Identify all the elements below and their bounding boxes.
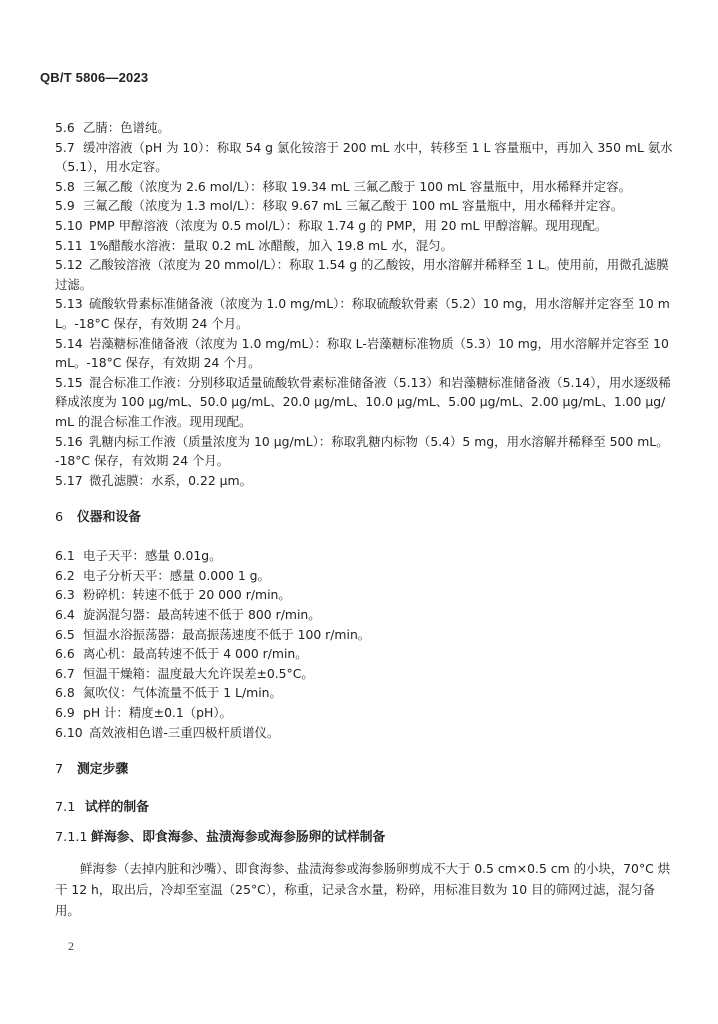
list-item: 5.13 硫酸软骨素标准储备液（浓度为 1.0 mg/mL）：称取硫酸软骨素（5.2）10 mg，用水溶解并定容至 10 mL。-18°C 保存，有效期 24 个月。 xyxy=(55,296,670,331)
procedure-paragraph: 鲜海参（去掉内脏和沙嘴）、即食海参、盐渍海参或海参肠卵剪成不大于 0.5 cm×0.5 cm 的小块，70°C 烘干 12 h，取出后，冷却至室温（25°C），称重，记录含水量，粉碎，用标准目数为 10 目的筛网过滤，混匀备用。 xyxy=(55,861,671,919)
reagents-list xyxy=(55,118,673,490)
instruments-list xyxy=(55,546,673,742)
list-item: 5.12 乙酸铵溶液（浓度为 20 mmol/L）：称取 1.54 g 的乙酸铵，用水溶解并稀释至 1 L。使用前，用微孔滤膜过滤。 xyxy=(55,257,669,292)
list-item: 5.14 岩藻糖标准储备液（浓度为 1.0 mg/mL）：称取 L-岩藻糖标准物质（5.3）10 mg，用水溶解并定容至 10 mL。-18°C 保存，有效期 24 个月。 xyxy=(55,335,669,371)
list-item: 6.8 氮吹仪：气体流量不低于 1 L/min。 xyxy=(55,685,282,701)
list-item: 6.9 pH 计：精度±0.1（pH）。 xyxy=(55,705,232,721)
section-heading-procedure: 7 测定步骤 xyxy=(55,762,129,778)
list-item: 5.16 乳糖内标工作液（质量浓度为 10 μg/mL）：称取乳糖内标物（5.4）5 mg，用水溶解并稀释至 500 mL。-18°C 保存，有效期 24 个月。 xyxy=(55,433,669,469)
list-item: 5.10 PMP 甲醇溶液（浓度为 0.5 mol/L）：称取 1.74 g 的 PMP，用 20 mL 甲醇溶解。现用现配。 xyxy=(55,217,608,233)
list-item: 6.4 旋涡混匀器：最高转速不低于 800 r/min。 xyxy=(55,607,321,623)
list-item: 5.9 三氟乙酸（浓度为 1.3 mol/L）：移取 9.67 mL 三氟乙酸于 100 mL 容量瓶中，用水稀释并定容。 xyxy=(55,198,624,214)
page-number: 2 xyxy=(68,939,74,953)
list-item: 5.15 混合标准工作液：分别移取适量硫酸软骨素标准储备液（5.13）和岩藻糖标准储备液（5.14），用水逐级稀释成浓度为 100 μg/mL、50.0 μg/mL、20.0 μg/mL、10.0 μg/mL、5.00 μg/mL、2.00 μg/mL、1.00 μg/mL 的混合标准工作液。现用现配。 xyxy=(55,374,671,429)
section-heading-instruments: 6 仪器和设备 xyxy=(55,510,141,526)
list-item: 6.2 电子分析天平：感量 0.000 1 g。 xyxy=(55,567,270,583)
list-item: 5.6 乙腈：色谱纯。 xyxy=(55,120,170,135)
document-body xyxy=(55,118,673,921)
list-item: 6.10 高效液相色谱-三重四极杆质谱仪。 xyxy=(55,724,280,740)
list-item: 5.17 微孔滤膜：水系，0.22 μm。 xyxy=(55,472,252,488)
list-item: 6.7 恒温干燥箱：温度最大允许误差±0.5°C。 xyxy=(55,665,314,681)
list-item: 6.3 粉碎机：转速不低于 20 000 r/min。 xyxy=(55,587,291,603)
list-item: 5.7 缓冲溶液（pH 为 10）：称取 54 g 氯化铵溶于 200 mL 水中，转移至 1 L 容量瓶中，再加入 350 mL 氨水（5.1），用水定容。 xyxy=(55,139,673,175)
list-item: 6.5 恒温水浴振荡器：最高振荡速度不低于 100 r/min。 xyxy=(55,626,371,642)
subsection-heading-fresh-sea-cucumber: 7.1.1 鲜海参、即食海参、盐渍海参或海参肠卵的试样制备 xyxy=(55,830,386,846)
subsection-heading-sample-prep: 7.1 试样的制备 xyxy=(55,800,149,816)
list-item: 6.1 电子天平：感量 0.01g。 xyxy=(55,548,222,564)
list-item: 5.11 1%醋酸水溶液：量取 0.2 mL 冰醋酸，加入 19.8 mL 水，混匀。 xyxy=(55,237,453,253)
list-item: 6.6 离心机：最高转速不低于 4 000 r/min。 xyxy=(55,646,308,662)
list-item: 5.8 三氟乙酸（浓度为 2.6 mol/L）：移取 19.34 mL 三氟乙酸于 100 mL 容量瓶中，用水稀释并定容。 xyxy=(55,178,631,194)
standard-number-header: QB/T 5806—2023 xyxy=(40,70,149,85)
